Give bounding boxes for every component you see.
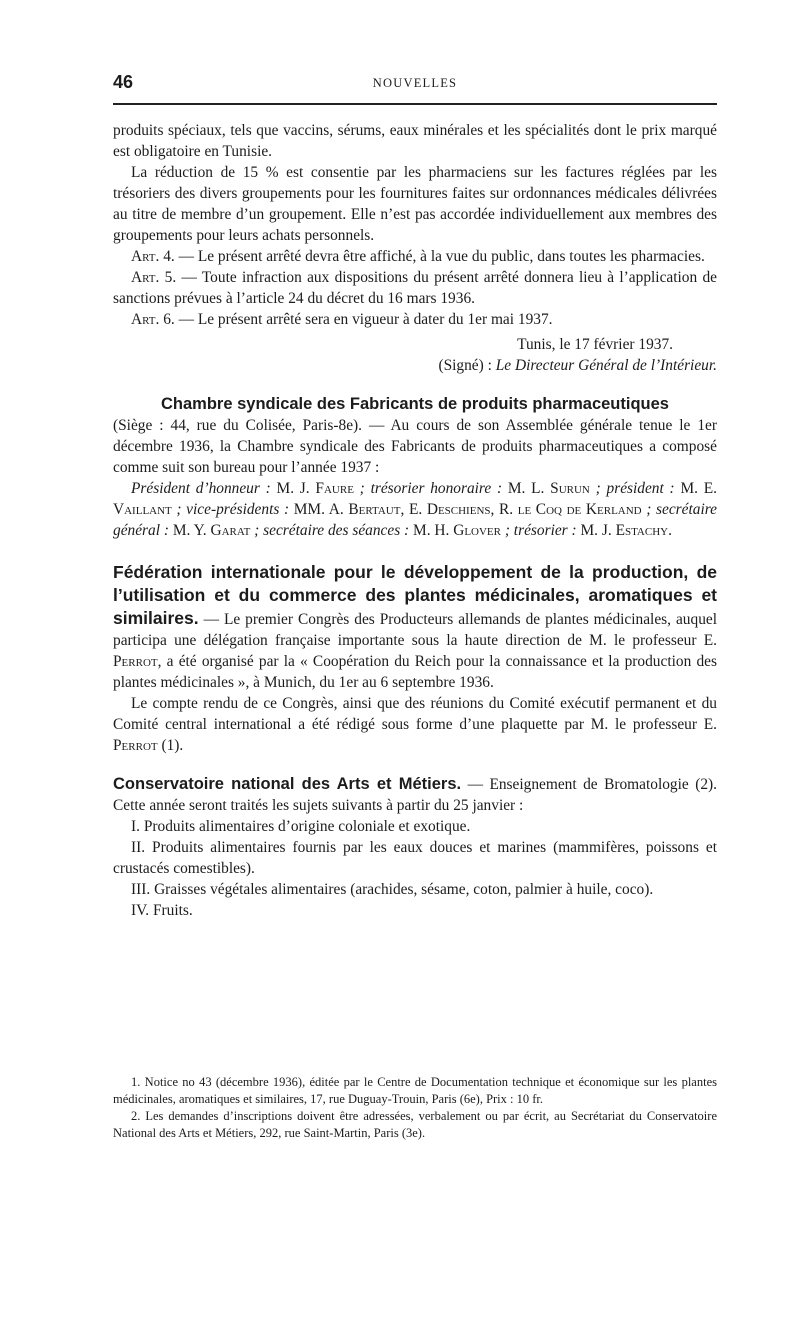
chambre-section [113, 394, 717, 541]
chambre-bureau [113, 478, 717, 541]
role-label: ; trésorier honoraire : [353, 480, 508, 497]
role-label: ; président : [589, 480, 681, 497]
member-name: M. Y. Garat [172, 522, 251, 539]
signed-label: (Signé) : [438, 357, 496, 374]
member-name: MM. A. Bertaut, E. Deschiens, R. le Coq de Kerland [293, 501, 642, 518]
perrot-name: Perrot [113, 737, 158, 754]
chambre-intro: (Siège : 44, rue du Colisée, Paris-8e). — Au cours de son Assemblée générale tenue le 1er décembre 1936, la Chambre syndicale des Fabricants de produits pharmaceutiques a composé comme suit son bureau pour l’année 1937 : [113, 417, 717, 476]
role-label: Président d’honneur : [131, 480, 277, 497]
place-date: Tunis, le 17 février 1937. [517, 336, 673, 353]
role-label: ; secrétaire des séances : [250, 522, 414, 539]
article-4-label: Art. 4. [131, 248, 175, 265]
federation-text-1: — Le premier Congrès des Producteurs allemands de plantes médicinales, auquel participa une délégation française importante sous la haute direction de M. le professeur E. [113, 611, 717, 649]
role-label: ; secrétaire général : [113, 501, 717, 539]
federation-text-2: , a été organisé par la « Coopération du Reich pour la connaissance et la production des plantes médicinales », à Munich, du 1er au 6 septembre 1936. [113, 653, 717, 691]
role-label: ; vice-présidents : [171, 501, 294, 518]
conservatoire-title: Conservatoire national des Arts et Métiers. [113, 775, 462, 793]
article-5-text: — Toute infraction aux dispositions du présent arrêté donnera lieu à l’application de sanctions prévues à l’article 24 du décret du 16 mars 1936. [113, 269, 717, 307]
federation-title: Fédération internationale pour le développement de la production, de l’utilisation et du commerce des plantes médicinales, aromatiques et similaires. [113, 562, 717, 628]
footnotes [113, 1074, 717, 1142]
course-list [113, 816, 717, 921]
article-5-label: Art. 5. [131, 269, 177, 286]
conservatoire-section [113, 774, 717, 921]
federation-text-3: Le compte rendu de ce Congrès, ainsi que des réunions du Comité exécutif permanent et du Comité central international a été rédigé sous forme d’une plaquette par M. le professeur E. [113, 695, 717, 733]
conservatoire-intro [113, 774, 717, 816]
article-6-label: Art. 6. [131, 311, 175, 328]
header-rule [113, 103, 717, 105]
footnote-1: 1. Notice no 43 (décembre 1936), éditée par le Centre de Documentation technique et économique sur les plantes médicinales, aromatiques et similaires, 17, rue Duguay-Trouin, Paris (6e), Prix : 10 fr. [113, 1075, 717, 1106]
signed-by: Le Directeur Général de l’Intérieur. [495, 357, 717, 374]
list-item: IV. Fruits. [131, 902, 193, 919]
footnote-2: 2. Les demandes d’inscriptions doivent être adressées, verbalement ou par écrit, au Secrétariat du Conservatoire National des Arts et Métiers, 292, rue Saint-Martin, Paris (3e). [113, 1109, 717, 1140]
page-header [113, 72, 717, 96]
page-number: 46 [113, 72, 134, 92]
article-4-text: — Le présent arrêté devra être affiché, à la vue du public, dans toutes les pharmacies. [174, 248, 705, 265]
decree-section [113, 120, 717, 376]
member-name: M. L. Surun [507, 480, 590, 497]
member-name: M. J. Faure [276, 480, 354, 497]
federation-paragraph-1 [113, 561, 717, 693]
role-label: ; trésorier : [500, 522, 581, 539]
conservatoire-text: — Enseignement de Bromatologie (2). Cette année seront traités les sujets suivants à partir du 25 janvier : [113, 776, 717, 814]
signature-block [113, 334, 717, 376]
article-6-text: — Le présent arrêté sera en vigueur à dater du 1er mai 1937. [174, 311, 553, 328]
federation-paragraph-2 [113, 693, 717, 756]
decree-paragraph-1: produits spéciaux, tels que vaccins, sérums, eaux minérales et les spécialités dont le prix marqué est obligatoire en Tunisie. [113, 122, 717, 160]
list-item: II. Produits alimentaires fournis par les eaux douces et marines (mammifères, poissons et crustacés comestibles). [113, 839, 717, 877]
federation-text-4: (1). [157, 737, 184, 754]
list-item: III. Graisses végétales alimentaires (arachides, sésame, coton, palmier à huile, coco). [131, 881, 654, 898]
article-body [113, 120, 717, 921]
running-title: NOUVELLES [372, 76, 458, 90]
article-4 [113, 246, 717, 267]
member-name: M. J. Estachy. [580, 522, 672, 539]
chambre-title: Chambre syndicale des Fabricants de produits pharmaceutiques [161, 395, 669, 413]
member-name: M. H. Glover [413, 522, 501, 539]
member-name: M. E. Vaillant [113, 480, 717, 518]
article-5 [113, 267, 717, 309]
signature-line [113, 355, 717, 376]
article-6 [113, 309, 717, 330]
decree-paragraph-2: La réduction de 15 % est consentie par les pharmaciens sur les factures réglées par les trésoriers des divers groupements pour les fournitures faites sur ordonnances médicales délivrées au titre de membre d’un groupement. Elle n’est pas accordée individuellement aux membres des groupements pour leurs achats personnels. [113, 164, 717, 244]
list-item: I. Produits alimentaires d’origine coloniale et exotique. [131, 818, 471, 835]
perrot-name: Perrot [113, 653, 158, 670]
federation-section [113, 561, 717, 756]
